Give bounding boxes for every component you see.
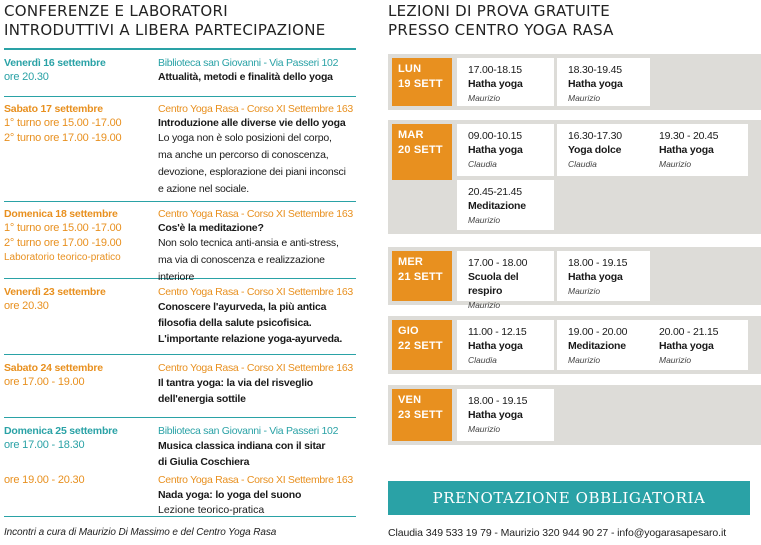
event-time: ore 20.30	[4, 71, 49, 83]
lesson-slot: 19.00 - 20.00 Meditazione Maurizio	[557, 320, 650, 370]
lesson-slot: 18.00 - 19.15 Hatha yoga Maurizio	[557, 251, 650, 301]
event-description: devozione, esplorazione dei piani inconsci	[158, 166, 346, 178]
organizer-footnote: Incontri a cura di Maurizio Di Massimo e del Centro Yoga Rasa	[4, 527, 277, 538]
conferences-heading-line1: CONFERENZE E LABORATORI	[4, 2, 228, 20]
event-title: Cos'è la meditazione?	[158, 222, 264, 234]
event-title: filosofia della salute psicofisica.	[158, 317, 312, 329]
event-venue: Centro Yoga Rasa - Corso XI Settembre 163	[158, 286, 353, 298]
lesson-slot: 18.00 - 19.15 Hatha yoga Maurizio	[457, 389, 554, 441]
event-day: Domenica 18 settembre	[4, 208, 118, 220]
event-description: ma via di conoscenza e realizzazione interiore	[158, 254, 325, 283]
event-item	[4, 102, 356, 202]
event-item	[4, 207, 356, 283]
event-description: Lezione teorico-pratica	[158, 504, 265, 516]
trial-lessons-heading-line1: LEZIONI DI PROVA GRATUITE	[388, 2, 611, 20]
conferences-heading	[4, 2, 364, 40]
event-time: 1° turno ore 15.00 -17.00	[4, 222, 122, 234]
event-venue: Biblioteca san Giovanni - Via Passeri 102	[158, 57, 339, 69]
lesson-slot: 09.00-10.15 Hatha yoga Claudia	[457, 124, 554, 176]
contact-info: Claudia 349 533 19 79 - Maurizio 320 944 90 27 - info@yogarasapesaro.it	[388, 527, 727, 539]
conferences-heading-line2: INTRODUTTIVI A LIBERA PARTECIPAZIONE	[4, 21, 326, 39]
event-time: ore 20.30	[4, 300, 49, 312]
event-title: Conoscere l'ayurveda, la più antica	[158, 301, 327, 313]
booking-required-banner: PRENOTAZIONE OBBLIGATORIA	[388, 481, 750, 515]
event-time: ore 17.00 - 18.30	[4, 439, 85, 451]
lesson-slot: 18.30-19.45 Hatha yoga Maurizio	[557, 58, 650, 106]
event-title: dell'energia sottile	[158, 393, 246, 405]
lesson-slot: 11.00 - 12.15 Hatha yoga Claudia	[457, 320, 554, 370]
heading-divider	[4, 48, 356, 50]
lesson-slot: 20.00 - 21.15 Hatha yoga Maurizio	[648, 320, 748, 370]
lesson-slot: 17.00 - 18.00 Scuola del respiro Maurizio	[457, 251, 554, 301]
event-title: Nada yoga: lo yoga del suono	[158, 489, 302, 501]
event-time: 2° turno ore 17.00 -19.00	[4, 237, 122, 249]
lesson-slot: 16.30-17.30 Yoga dolce Claudia	[557, 124, 650, 176]
event-day: Sabato 17 settembre	[4, 103, 103, 115]
lesson-slot: 19.30 - 20.45 Hatha yoga Maurizio	[648, 124, 748, 176]
day-badge: LUN 19 SETT	[392, 58, 452, 106]
event-item	[4, 361, 356, 418]
event-venue: Centro Yoga Rasa - Corso XI Settembre 163	[158, 208, 353, 220]
event-item	[4, 56, 356, 97]
day-badge: MAR 20 SETT	[392, 124, 452, 180]
day-row-tuesday	[388, 120, 761, 234]
day-row-thursday	[388, 316, 761, 374]
event-description: ma anche un percorso di conoscenza,	[158, 149, 329, 161]
day-badge: VEN 23 SETT	[392, 389, 452, 441]
event-title: Introduzione alle diverse vie dello yoga	[158, 117, 346, 129]
event-time: ore 19.00 - 20.30	[4, 474, 85, 486]
trial-lessons-heading-line2: PRESSO CENTRO YOGA RASA	[388, 21, 614, 39]
trial-lessons-heading	[388, 2, 758, 40]
event-title: Musica classica indiana con il sitar	[158, 440, 326, 452]
event-time: 1° turno ore 15.00 -17.00	[4, 117, 122, 129]
day-row-friday	[388, 385, 761, 445]
event-venue: Biblioteca san Giovanni - Via Passeri 102	[158, 425, 339, 437]
event-note: Laboratorio teorico-pratico	[4, 252, 121, 263]
event-description: Lo yoga non è solo posizioni del corpo,	[158, 132, 332, 144]
day-row-wednesday	[388, 247, 761, 310]
event-title: Il tantra yoga: la via del risveglio	[158, 377, 314, 389]
event-time: 2° turno ore 17.00 -19.00	[4, 132, 122, 144]
lesson-slot: 20.45-21.45 Meditazione Maurizio	[457, 180, 554, 230]
event-venue: Centro Yoga Rasa - Corso XI Settembre 163	[158, 362, 353, 374]
day-row-monday	[388, 54, 761, 110]
event-time: ore 17.00 - 19.00	[4, 376, 85, 388]
event-item	[4, 285, 356, 355]
lesson-slot: 17.00-18.15 Hatha yoga Maurizio	[457, 58, 554, 106]
event-day: Venerdì 23 settembre	[4, 286, 106, 298]
event-title: L'importante relazione yoga-ayurveda.	[158, 333, 343, 345]
event-day: Domenica 25 settembre	[4, 425, 118, 437]
event-description: Non solo tecnica anti-ansia e anti-stress,	[158, 237, 339, 249]
event-day: Sabato 24 settembre	[4, 362, 103, 374]
event-item	[4, 424, 356, 517]
event-description: e azione nel sociale.	[158, 183, 249, 195]
day-badge: GIO 22 SETT	[392, 320, 452, 370]
event-title: Attualità, metodi e finalità dello yoga	[158, 71, 333, 83]
event-title: di Giulia Coschiera	[158, 456, 250, 468]
event-venue: Centro Yoga Rasa - Corso XI Settembre 163	[158, 103, 353, 115]
day-badge: MER 21 SETT	[392, 251, 452, 301]
event-day: Venerdì 16 settembre	[4, 57, 106, 69]
event-venue: Centro Yoga Rasa - Corso XI Settembre 163	[158, 474, 353, 486]
